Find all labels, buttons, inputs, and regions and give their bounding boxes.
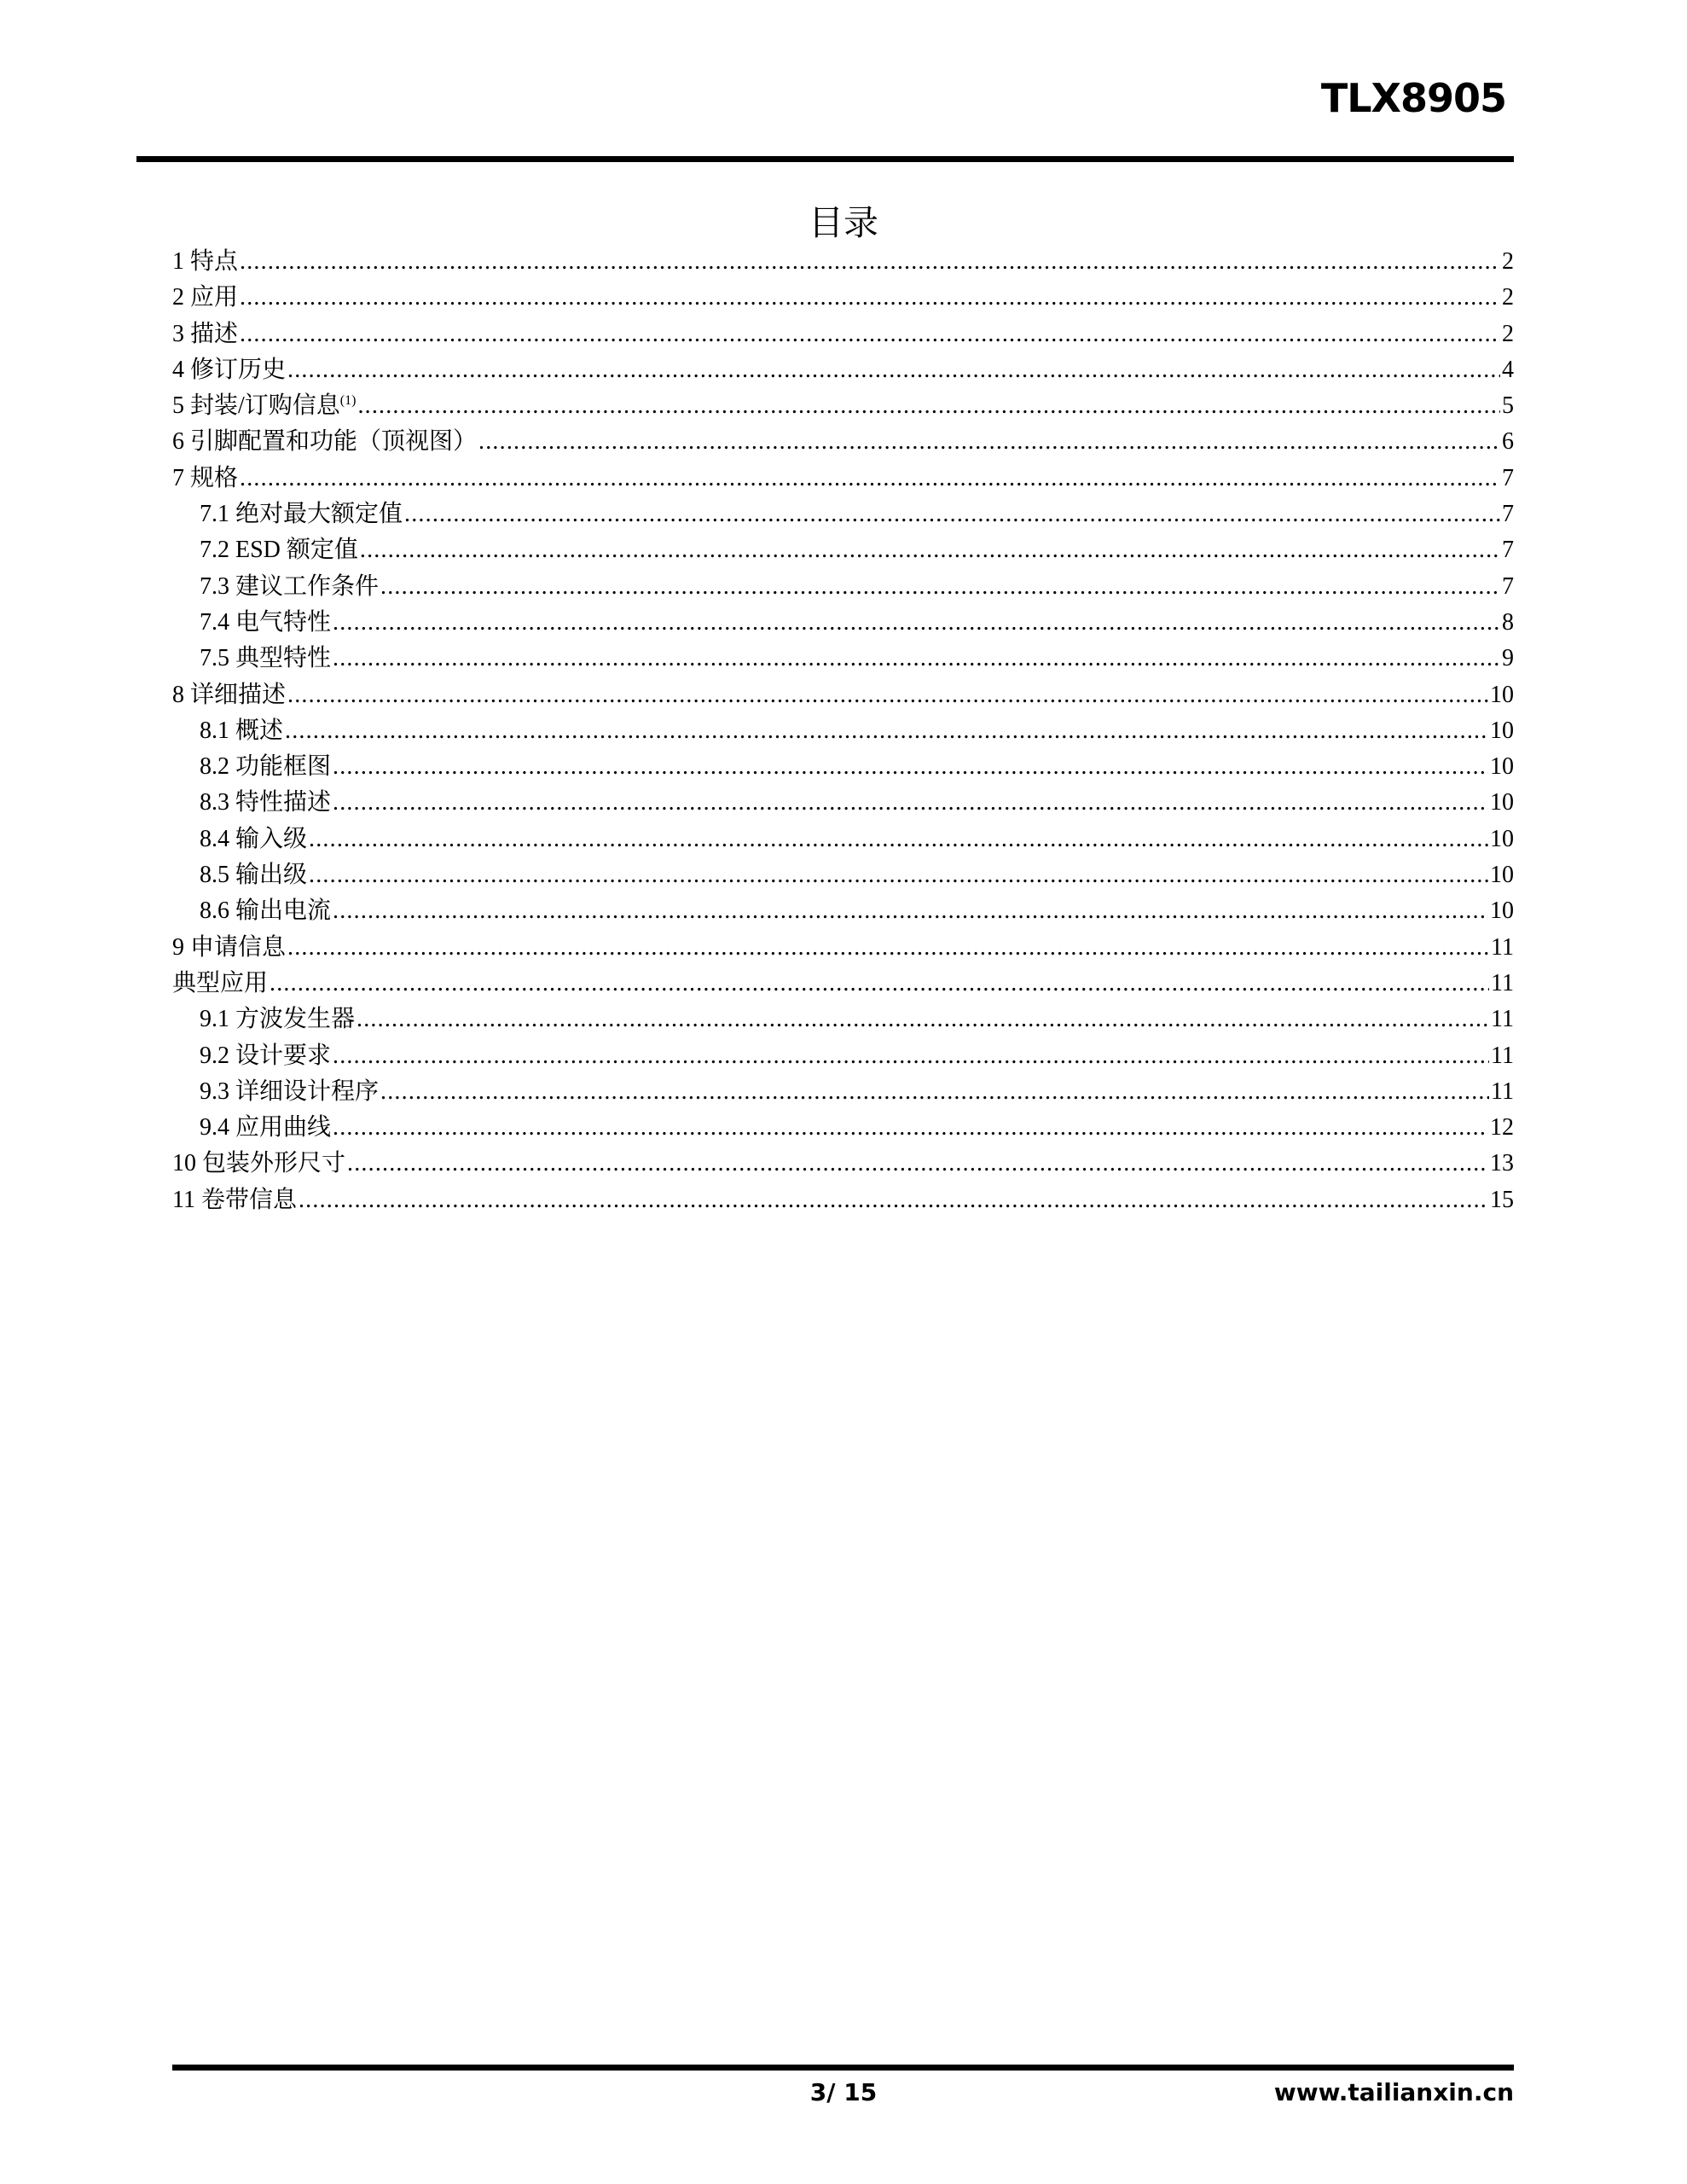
toc-entry-page: 15 (1490, 1186, 1514, 1213)
toc-entry-text: 7.5 典型特性 (200, 645, 332, 672)
toc-entry-text: 6 引脚配置和功能（顶视图） (172, 428, 478, 456)
toc-entry-page: 11 (1491, 1006, 1514, 1033)
toc-entry[interactable] (172, 497, 1514, 532)
toc-entry-page: 10 (1490, 825, 1514, 852)
toc-entry-page: 7 (1502, 464, 1514, 491)
toc-entry-text: 10 包装外形尺寸 (172, 1150, 346, 1177)
toc-entry-page: 10 (1490, 862, 1514, 889)
toc-entry-text: 11 卷带信息 (172, 1186, 297, 1213)
toc-entry-label (172, 424, 477, 460)
toc-entry-label (172, 461, 238, 497)
toc-entry-text: 7.3 建议工作条件 (200, 572, 380, 600)
toc-entry-page: 10 (1490, 681, 1514, 708)
toc-entry-page: 10 (1490, 717, 1514, 744)
toc-entry-page: 11 (1491, 933, 1514, 961)
toc-entry-page: 2 (1502, 248, 1514, 275)
dot-leader (287, 352, 1500, 388)
toc-entry-text: 2 应用 (172, 284, 239, 311)
dot-leader (240, 317, 1500, 352)
toc-heading: 目录 (809, 202, 878, 243)
dot-leader (333, 1110, 1488, 1146)
toc-entry[interactable] (172, 1146, 1514, 1182)
dot-leader (299, 1182, 1488, 1218)
dot-leader (347, 1146, 1488, 1182)
toc-entry-label (200, 569, 379, 605)
dot-leader (404, 497, 1500, 532)
toc-entry-page: 5 (1502, 392, 1514, 420)
toc-entry[interactable] (172, 1074, 1514, 1110)
toc-entry[interactable] (172, 388, 1514, 424)
dot-leader (380, 569, 1500, 605)
toc-entry[interactable] (172, 317, 1514, 352)
toc-entry-label (172, 677, 286, 713)
toc-entry-label (172, 1146, 345, 1182)
toc-entry-text: 9 申请信息 (172, 933, 287, 961)
toc-entry-page: 2 (1502, 320, 1514, 347)
toc-entry[interactable] (172, 1182, 1514, 1218)
toc-entry-text: 8.1 概述 (200, 717, 284, 744)
toc-entry-page: 10 (1490, 789, 1514, 816)
toc-entry[interactable] (172, 280, 1514, 316)
toc-entry-page: 4 (1502, 356, 1514, 383)
toc-entry-page: 11 (1491, 1042, 1514, 1069)
toc-entry[interactable] (172, 424, 1514, 460)
toc-entry-page: 10 (1490, 753, 1514, 781)
toc-entry-label (172, 352, 286, 388)
toc-entry[interactable] (172, 677, 1514, 713)
toc-entry-page: 7 (1502, 572, 1514, 600)
toc-entry-page: 7 (1502, 537, 1514, 564)
dot-leader (380, 1074, 1489, 1110)
dot-leader (333, 641, 1500, 677)
page-number: 3/ 15 (809, 2078, 878, 2106)
toc-entry-text: 8.5 输出级 (200, 862, 308, 889)
toc-entry[interactable] (172, 1110, 1514, 1146)
toc-entry[interactable] (172, 749, 1514, 785)
toc-entry[interactable] (172, 641, 1514, 677)
toc-entry-page: 13 (1490, 1150, 1514, 1177)
toc-entry-label (200, 1038, 331, 1074)
toc-entry-label (200, 1110, 331, 1146)
dot-leader (333, 1038, 1489, 1074)
toc-entry-text: 8.3 特性描述 (200, 789, 332, 816)
dot-leader (360, 532, 1500, 568)
toc-entry-text: 8.4 输入级 (200, 825, 308, 852)
toc-entry-text: 9.4 应用曲线 (200, 1114, 332, 1141)
dot-leader (270, 966, 1489, 1002)
toc-entry-page: 12 (1490, 1114, 1514, 1141)
toc-entry-label (172, 317, 238, 352)
toc-entry-text: 典型应用 (172, 969, 269, 996)
toc-entry-label (172, 966, 268, 1002)
toc-entry-page: 11 (1491, 1077, 1514, 1105)
toc-entry-label (200, 785, 331, 821)
toc-entry-label (200, 532, 358, 568)
dot-leader (357, 388, 1500, 424)
toc-entry-page: 9 (1502, 645, 1514, 672)
toc-entry-page: 8 (1502, 608, 1514, 636)
toc-entry-label (200, 857, 307, 893)
toc-entry-text: 9.2 设计要求 (200, 1042, 332, 1069)
toc-entry[interactable] (172, 532, 1514, 568)
toc-entry-text: 3 描述 (172, 320, 239, 347)
toc-entry-label (200, 1074, 379, 1110)
dot-leader (357, 1002, 1489, 1037)
toc-entry-label (172, 244, 238, 280)
toc-entry-text: 7.2 ESD 额定值 (200, 537, 358, 564)
dot-leader (333, 749, 1488, 785)
toc-entry[interactable] (172, 461, 1514, 497)
dot-leader (333, 785, 1488, 821)
toc-entry-label (200, 893, 331, 929)
dot-leader (478, 424, 1500, 460)
toc-entry-text: 7 规格 (172, 464, 239, 491)
footnote-marker: (1) (339, 393, 357, 409)
toc-entry[interactable] (172, 893, 1514, 929)
toc-entry-text: 7.4 电气特性 (200, 608, 332, 636)
toc-entry-label (200, 822, 307, 857)
toc-entry-text: 5 封装/订购信息 (172, 392, 340, 420)
toc-entry-page: 11 (1491, 969, 1514, 996)
toc-entry[interactable] (172, 1038, 1514, 1074)
toc-entry[interactable] (172, 569, 1514, 605)
toc-entry-text: 1 特点 (172, 248, 239, 275)
toc-entry-page: 10 (1490, 897, 1514, 925)
toc-entry[interactable] (172, 605, 1514, 641)
toc-entry-label (172, 1182, 297, 1218)
dot-leader (333, 605, 1500, 641)
footer-divider (172, 2065, 1514, 2071)
dot-leader (285, 713, 1488, 749)
toc-entry-label (200, 713, 283, 749)
toc-entry[interactable] (172, 857, 1514, 893)
dot-leader (287, 677, 1488, 713)
toc-entry[interactable] (172, 785, 1514, 821)
toc-entry-text: 8.2 功能框图 (200, 753, 332, 781)
toc-entry[interactable] (172, 352, 1514, 388)
toc-entry[interactable] (172, 966, 1514, 1002)
toc-entry-label (200, 497, 403, 532)
toc-entry[interactable] (172, 930, 1514, 966)
toc-entry-page: 7 (1502, 501, 1514, 528)
dot-leader (333, 893, 1488, 929)
dot-leader (309, 822, 1488, 857)
toc-entry-label (172, 388, 356, 424)
toc-entry-text: 4 修订历史 (172, 356, 287, 383)
dot-leader (287, 930, 1489, 966)
dot-leader (240, 280, 1500, 316)
toc-entry-text: 9.3 详细设计程序 (200, 1077, 380, 1105)
toc-entry-text: 7.1 绝对最大额定值 (200, 501, 403, 528)
toc-entry-label (200, 749, 331, 785)
dot-leader (240, 244, 1500, 280)
dot-leader (240, 461, 1500, 497)
toc-entry-page: 2 (1502, 284, 1514, 311)
toc-entry-text: 9.1 方波发生器 (200, 1006, 356, 1033)
toc-entry[interactable] (172, 244, 1514, 280)
toc-entry[interactable] (172, 822, 1514, 857)
doc-title: TLX8905 (1320, 75, 1506, 121)
dot-leader (309, 857, 1488, 893)
toc-entry-text: 8.6 输出电流 (200, 897, 332, 925)
header-divider (136, 156, 1514, 162)
toc-entry-label (172, 280, 238, 316)
toc-entry[interactable] (172, 1002, 1514, 1037)
toc-entry-page: 6 (1502, 428, 1514, 456)
toc-entry[interactable] (172, 713, 1514, 749)
toc-entry-label (200, 605, 331, 641)
toc-entry-text: 8 详细描述 (172, 681, 287, 708)
toc-entry-label (172, 930, 286, 966)
website-link[interactable]: www.tailianxin.cn (1273, 2078, 1514, 2106)
table-of-contents (172, 244, 1514, 1218)
toc-entry-label (200, 1002, 355, 1037)
toc-entry-label (200, 641, 331, 677)
